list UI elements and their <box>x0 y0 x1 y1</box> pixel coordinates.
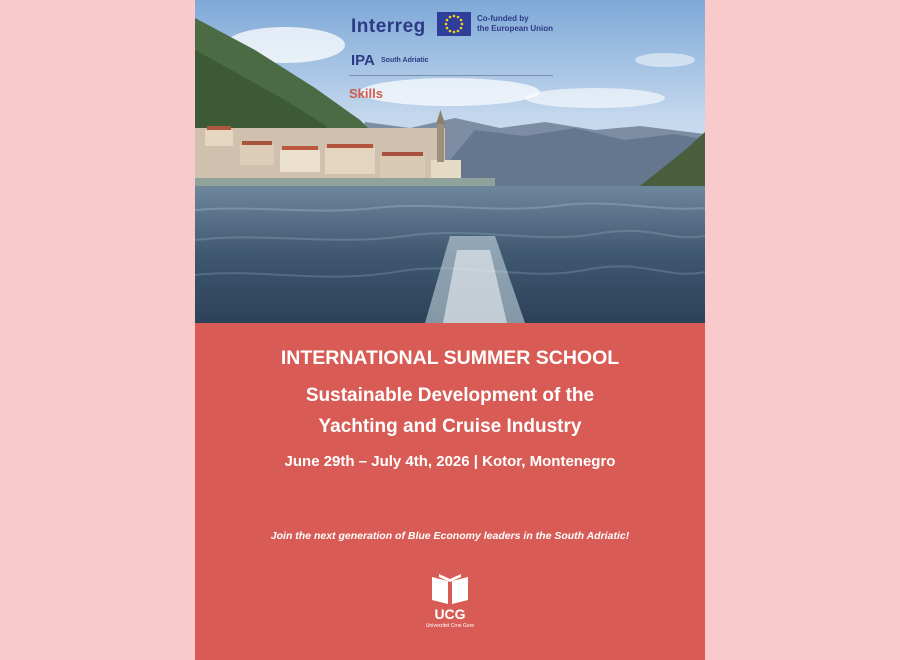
event-dates-location: June 29th – July 4th, 2026 | Kotor, Montenegro <box>284 453 616 470</box>
ipa-logo-text: IPA <box>351 52 375 69</box>
region-text: South Adriatic <box>381 57 429 64</box>
info-panel <box>195 323 705 660</box>
header-divider <box>349 75 553 76</box>
poster <box>195 0 705 660</box>
eu-cofunded-line2: the European Union <box>477 24 553 33</box>
university-name: Univerzitet Crne Gore <box>425 623 475 629</box>
eu-cofunded-line1: Co-funded by <box>477 14 529 23</box>
event-subtitle-line1: Sustainable Development of the <box>305 385 595 406</box>
kotor-bay-photo <box>195 0 705 323</box>
event-subtitle-line2: Yachting and Cruise Industry <box>318 416 582 437</box>
event-tagline: Join the next generation of Blue Economy leaders in the South Adriatic! <box>270 530 630 542</box>
eu-flag-icon <box>437 12 471 36</box>
project-name: Skills <box>349 86 383 101</box>
interreg-logo-text: Interreg <box>351 16 426 37</box>
ucg-logo-text: UCG <box>434 606 466 622</box>
event-title: INTERNATIONAL SUMMER SCHOOL <box>280 347 620 369</box>
ucg-book-logo-icon <box>430 573 470 605</box>
eu-cofunded-text <box>477 14 553 34</box>
ucg-logo <box>420 573 480 629</box>
